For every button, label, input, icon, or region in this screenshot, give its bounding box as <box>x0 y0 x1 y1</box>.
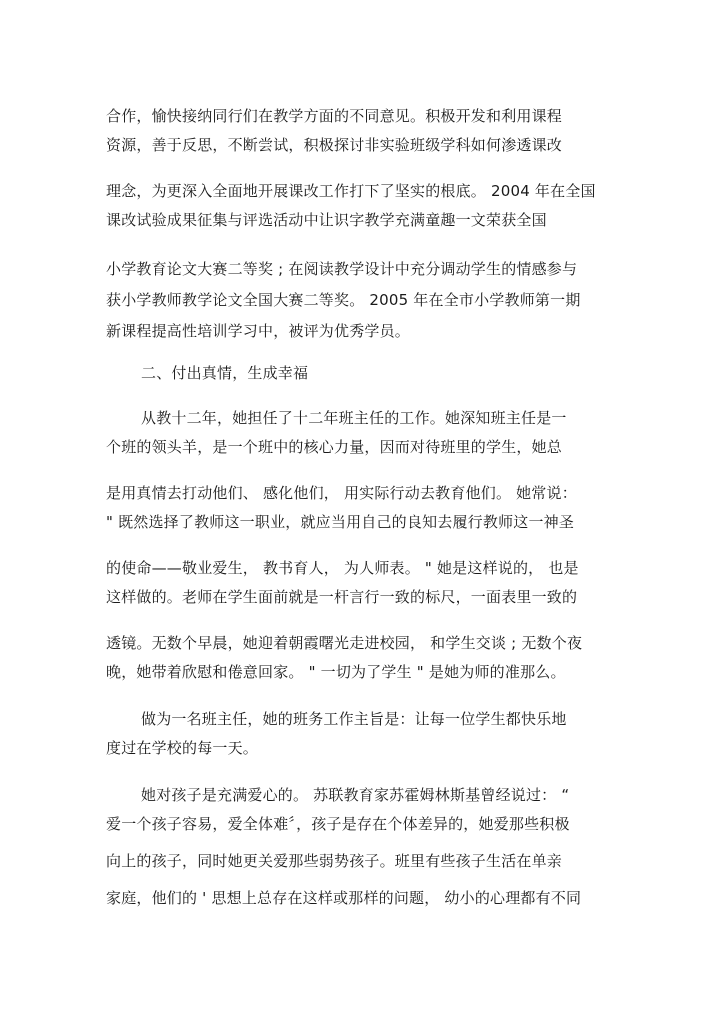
text-line: 从教十二年，她担任了十二年班主任的工作。她深知班主任是一 <box>141 409 567 427</box>
text-line: 爱一个孩子容易，爱全体难〞，孩子是存在个体差异的，她爱那些积极 <box>106 815 570 833</box>
text-line: 度过在学校的每一天。 <box>106 739 259 757</box>
text-line: 合作，愉快接纳同行们在教学方面的不同意见。积极开发和利用课程 <box>106 107 563 125</box>
text-line: 新课程提高性培训学习中，被评为优秀学员。 <box>106 322 411 340</box>
text-line: 小学教育论文大赛二等奖 ; 在阅读教学设计中充分调动学生的情感参与 <box>106 260 578 278</box>
text-line: 获小学教师教学论文全国大赛二等奖。 2005 年在全市小学教师第一期 <box>106 291 581 309</box>
text-line: 家庭，他们的 ' 思想上总存在这样或那样的问题， 幼小的心理都有不同 <box>106 889 582 907</box>
text-line: 她对孩子是充满爱心的。 苏联教育家苏霍姆林斯基曾经说过： “ <box>141 786 570 804</box>
text-line: 个班的领头羊，是一个班中的核心力量，因而对待班里的学生，她总 <box>106 438 563 456</box>
text-line: 这样做的。老师在学生面前就是一杆言行一致的标尺，一面表里一致的 <box>106 588 578 606</box>
text-line: 做为一名班主任，她的班务工作主旨是：让每一位学生都快乐地 <box>141 710 567 728</box>
text-line: 向上的孩子，同时她更关爱那些弱势孩子。班里有些孩子生活在单亲 <box>106 852 563 870</box>
text-line: 课改试验成果征集与评选活动中让识字教学充满童趣一文荣获全国 <box>106 211 547 229</box>
text-line: 透镜。无数个早晨，她迎着朝霞曙光走进校园， 和学生交谈 ; 无数个夜 <box>106 634 583 652</box>
text-line: 是用真情去打动他们、 感化他们， 用实际行动去教育他们。 她常说： <box>106 484 577 502</box>
section-heading: 二、付出真情，生成幸福 <box>141 364 309 382</box>
text-line: 理念，为更深入全面地开展课改工作打下了坚实的根底。 2004 年在全国 <box>106 182 596 200</box>
text-line: 晚，她带着欣慰和倦意回家。 " 一切为了学生 " 是她为师的准那么。 <box>106 663 566 681</box>
text-line: 的使命——敬业爱生， 教书育人， 为人师表。 " 她是这样说的， 也是 <box>106 559 579 577</box>
text-line: " 既然选择了教师这一职业，就应当用自己的良知去履行教师这一神圣 <box>106 513 575 531</box>
text-line: 资源，善于反思，不断尝试，积极探讨非实验班级学科如何渗透课改 <box>106 136 563 154</box>
